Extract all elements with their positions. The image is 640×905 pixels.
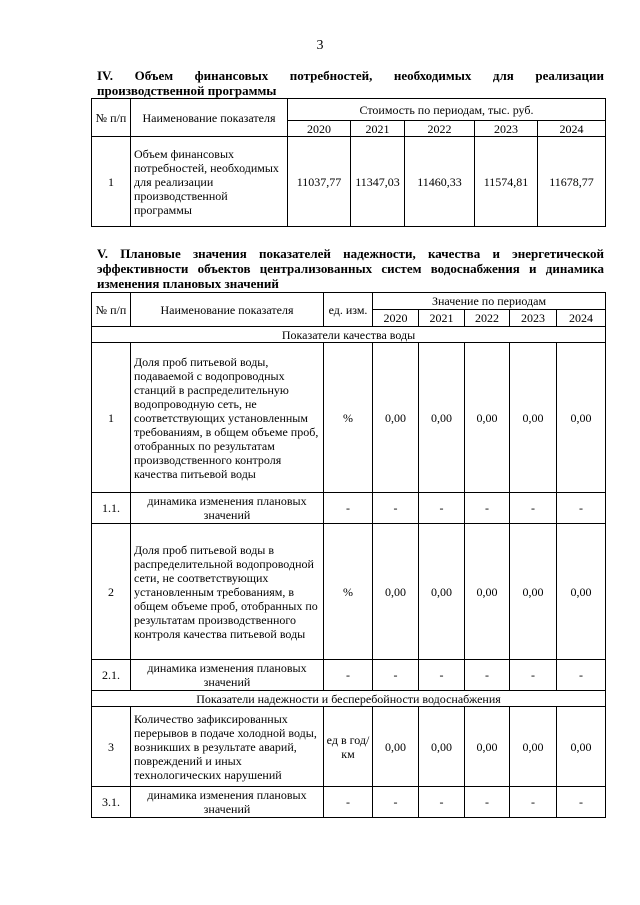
row-unit: -	[324, 787, 373, 818]
row-unit: ед в год/ км	[324, 707, 373, 787]
row-value: 0,00	[465, 524, 510, 660]
row-num: 3	[92, 707, 131, 787]
row-value: 11460,33	[405, 137, 475, 227]
row-unit: %	[324, 524, 373, 660]
year-header: 2023	[475, 121, 538, 137]
col-values-header: Значение по периодам	[373, 293, 606, 310]
year-header: 2021	[419, 310, 465, 327]
row-name: динамика изменения плановых значений	[131, 787, 324, 818]
row-value: 11678,77	[538, 137, 606, 227]
table-row	[92, 524, 606, 660]
section-5-heading: V. Плановые значения показателей надежности, качества и энергетической эффективности объектов централизованных систем водоснабжения и динамика изменения плановых значений	[97, 246, 604, 291]
row-value: -	[557, 493, 606, 524]
row-name: динамика изменения плановых значений	[131, 493, 324, 524]
col-unit-header: ед. изм.	[324, 293, 373, 327]
table-row	[92, 660, 606, 691]
col-num-header: № п/п	[92, 293, 131, 327]
row-value: -	[419, 787, 465, 818]
row-unit: -	[324, 493, 373, 524]
row-num: 1	[92, 343, 131, 493]
year-header: 2022	[405, 121, 475, 137]
row-unit: -	[324, 660, 373, 691]
row-value: 0,00	[465, 707, 510, 787]
year-header: 2020	[373, 310, 419, 327]
row-value: 0,00	[510, 343, 557, 493]
year-header: 2022	[465, 310, 510, 327]
row-num: 1.1.	[92, 493, 131, 524]
section-4-heading: IV. Объем финансовых потребностей, необходимых для реализации производственной программы	[97, 68, 604, 98]
row-value: 11037,77	[288, 137, 351, 227]
row-value: 0,00	[510, 524, 557, 660]
table-row	[92, 137, 606, 227]
row-value: -	[465, 493, 510, 524]
row-name: Доля проб питьевой воды в распределительной водопроводной сети, не соответствующих установленным требованиям, в общем объеме проб, отобранных по результатам производственного контроля качества питьевой воды	[131, 524, 324, 660]
row-value: -	[373, 787, 419, 818]
row-name: Доля проб питьевой воды, подаваемой с водопроводных станций в распределительную водопроводную сеть, не соответствующих установленным требованиям, в общем объеме проб, отобранных по результатам производственного контроля качества питьевой воды	[131, 343, 324, 493]
row-num: 3.1.	[92, 787, 131, 818]
year-header: 2020	[288, 121, 351, 137]
row-value: 0,00	[510, 707, 557, 787]
row-name: динамика изменения плановых значений	[131, 660, 324, 691]
row-value: 0,00	[419, 524, 465, 660]
col-name-header: Наименование показателя	[131, 293, 324, 327]
row-num: 2	[92, 524, 131, 660]
row-value: -	[419, 660, 465, 691]
row-value: 0,00	[557, 524, 606, 660]
row-value: 0,00	[373, 707, 419, 787]
indicators-table	[91, 292, 606, 818]
table-row	[92, 343, 606, 493]
financial-needs-table	[91, 98, 606, 227]
row-value: 0,00	[465, 343, 510, 493]
row-value: -	[419, 493, 465, 524]
row-value: -	[557, 787, 606, 818]
col-num-header: № п/п	[92, 99, 131, 137]
year-header: 2024	[557, 310, 606, 327]
row-value: -	[557, 660, 606, 691]
col-cost-header: Стоимость по периодам, тыс. руб.	[288, 99, 606, 121]
page-number: 3	[316, 38, 324, 53]
row-value: -	[373, 660, 419, 691]
row-value: -	[510, 787, 557, 818]
row-value: -	[510, 660, 557, 691]
year-header: 2024	[538, 121, 606, 137]
col-name-header: Наименование показателя	[131, 99, 288, 137]
row-value: -	[373, 493, 419, 524]
row-num: 1	[92, 137, 131, 227]
row-unit: %	[324, 343, 373, 493]
table-row	[92, 787, 606, 818]
row-value: 0,00	[419, 707, 465, 787]
row-value: 0,00	[419, 343, 465, 493]
row-value: 0,00	[557, 343, 606, 493]
table-row	[92, 493, 606, 524]
row-value: 0,00	[373, 343, 419, 493]
row-value: 11574,81	[475, 137, 538, 227]
row-value: -	[465, 787, 510, 818]
row-name: Объем финансовых потребностей, необходимых для реализации производственной программы	[131, 137, 288, 227]
table-row	[92, 707, 606, 787]
row-value: -	[465, 660, 510, 691]
row-value: 11347,03	[351, 137, 405, 227]
row-num: 2.1.	[92, 660, 131, 691]
row-name: Количество зафиксированных перерывов в подаче холодной воды, возникших в результате аварий, повреждений и иных технологических нарушений	[131, 707, 324, 787]
row-value: -	[510, 493, 557, 524]
year-header: 2021	[351, 121, 405, 137]
row-value: 0,00	[373, 524, 419, 660]
row-value: 0,00	[557, 707, 606, 787]
year-header: 2023	[510, 310, 557, 327]
group-header-reliability: Показатели надежности и бесперебойности водоснабжения	[92, 691, 606, 707]
group-header-quality: Показатели качества воды	[92, 327, 606, 343]
